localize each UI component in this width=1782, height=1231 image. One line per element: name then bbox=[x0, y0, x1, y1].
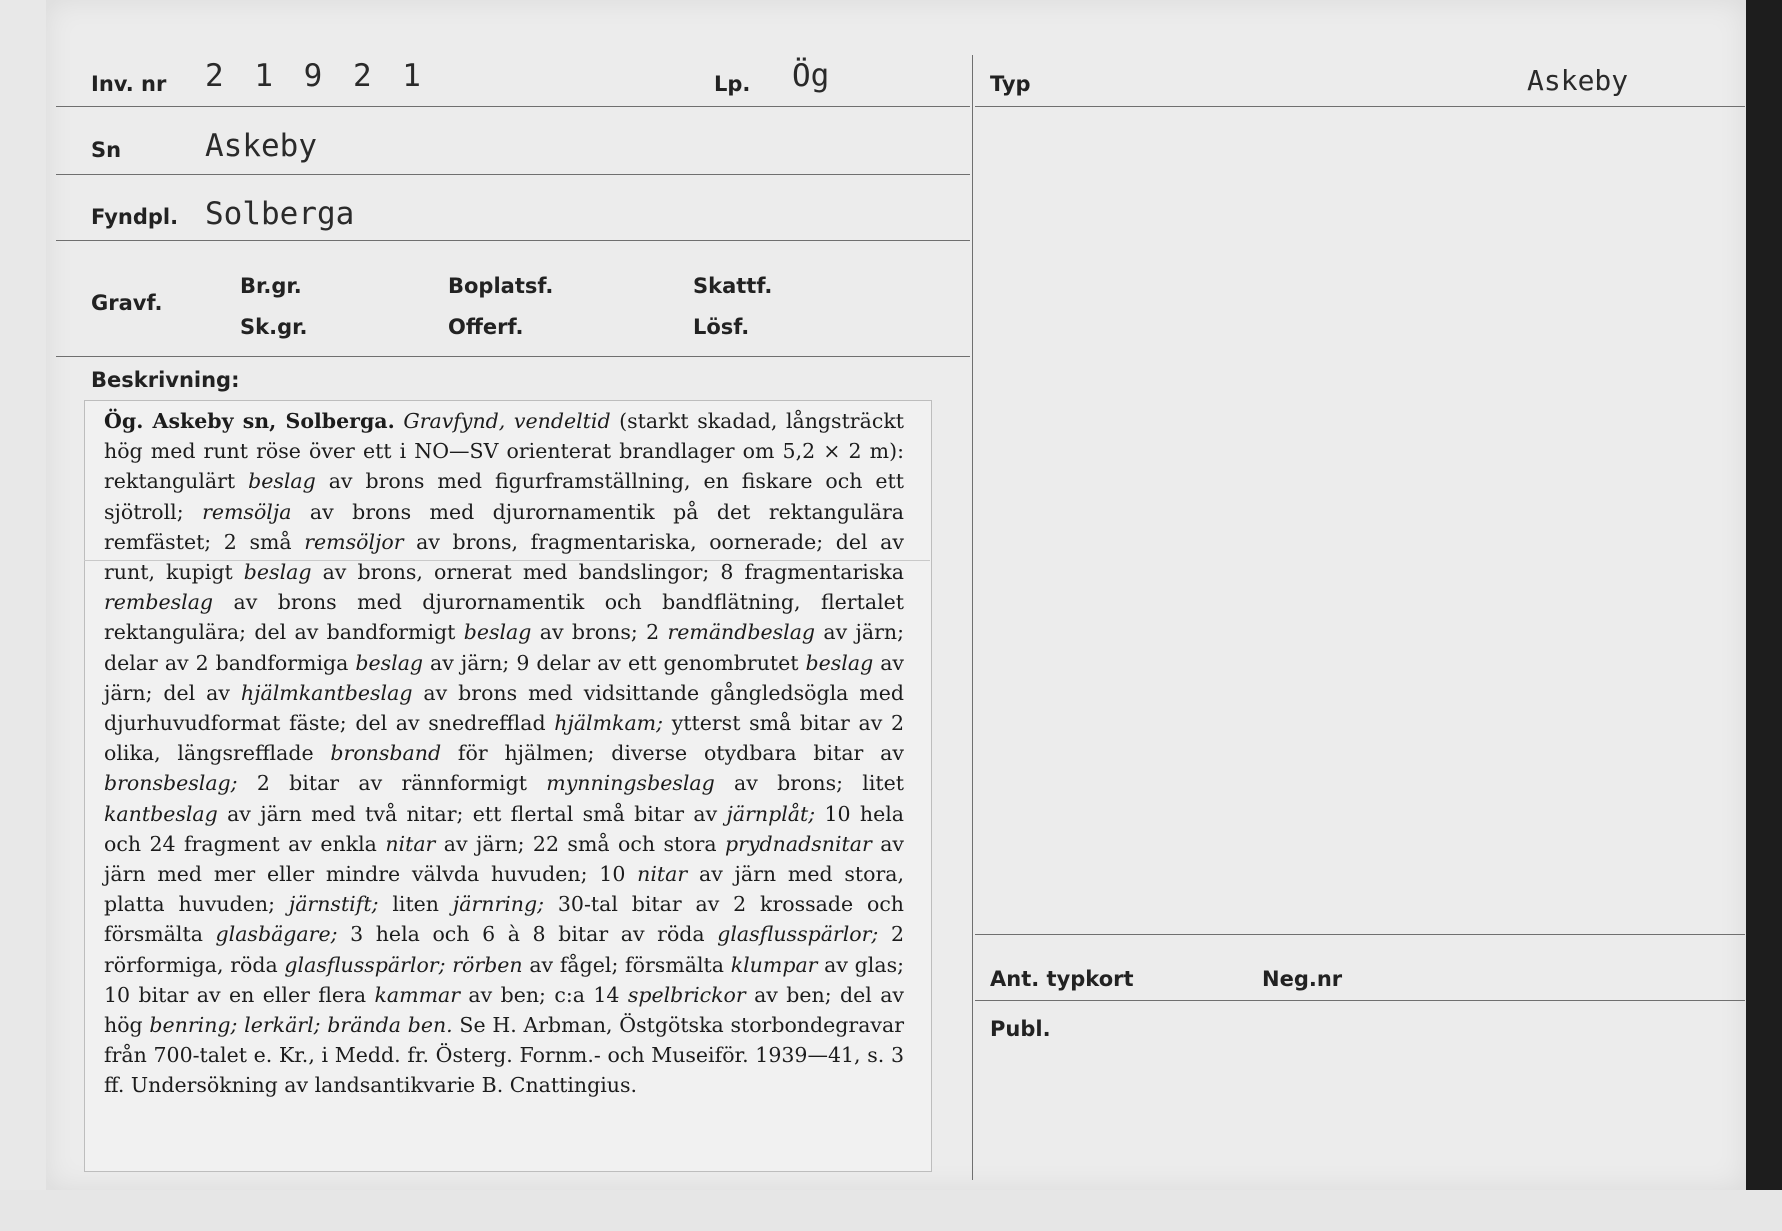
br-gr-label: Br.gr. bbox=[240, 274, 302, 298]
scan-left-margin bbox=[0, 0, 46, 1190]
publ-label: Publ. bbox=[990, 1017, 1051, 1041]
rule-row-2 bbox=[56, 174, 970, 175]
column-divider bbox=[972, 55, 973, 1180]
rule-row-1 bbox=[56, 106, 970, 107]
offerf-label: Offerf. bbox=[448, 315, 524, 339]
neg-nr-label: Neg.nr bbox=[1262, 967, 1343, 991]
scan-bottom-margin bbox=[0, 1190, 1782, 1231]
lp-value: Ög bbox=[792, 58, 830, 94]
sn-value: Askeby bbox=[205, 128, 317, 164]
losf-label: Lösf. bbox=[693, 315, 750, 339]
rule-ant-typkort bbox=[975, 934, 1745, 935]
inv-nr-label: Inv. nr bbox=[91, 72, 167, 96]
typ-value: Askeby bbox=[1527, 64, 1629, 97]
sn-label: Sn bbox=[91, 138, 122, 162]
ant-typkort-label: Ant. typkort bbox=[990, 967, 1134, 991]
fyndpl-label: Fyndpl. bbox=[91, 205, 179, 229]
lp-label: Lp. bbox=[714, 72, 751, 96]
rule-publ bbox=[975, 1000, 1745, 1001]
beskrivning-label: Beskrivning: bbox=[91, 368, 240, 392]
rule-typ bbox=[975, 106, 1745, 107]
scan-right-edge bbox=[1746, 0, 1782, 1231]
desc-heading: Ög. Askeby sn, Solberga. bbox=[104, 409, 395, 433]
rule-row-3 bbox=[56, 240, 970, 241]
gravf-label: Gravf. bbox=[91, 291, 163, 315]
boplatsf-label: Boplatsf. bbox=[448, 274, 554, 298]
sk-gr-label: Sk.gr. bbox=[240, 315, 308, 339]
description-text: Ög. Askeby sn, Solberga. Gravfynd, vendeltid (starkt skadad, långsträckt hög med runt röse över ett i NO—SV orienterat brandlager om 5,2 × 2 m): rektangulärt beslag av brons med figurframställning, en fiskare och ett sjötroll; remsölja av brons med djurornamentik på det rektangulära remfästet; 2 små remsöljor av brons, fragmentariska, oornerade; del av runt, kupigt beslag av brons, ornerat med bandslingor; 8 fragmentariska rembeslag av brons med djurornamentik och bandflätning, flertalet rektangulära; del av bandformigt beslag av brons; 2 remändbeslag av järn; delar av 2 bandformiga beslag av järn; 9 delar av ett genombrutet beslag av järn; del av hjälmkantbeslag av brons med vidsittande gångledsögla med djurhuvudformat fäste; del av snedrefflad hjälmkam; ytterst små bitar av 2 olika, längsrefflade bronsband för hjälmen; diverse otydbara bitar av bronsbeslag; 2 bitar av rännformigt mynningsbeslag av brons; litet kantbeslag av järn med två nitar; ett flertal små bitar av järnplåt; 10 hela och 24 fragment av enkla nitar av järn; 22 små och stora prydnadsnitar av järn med mer eller mindre välvda huvuden; 10 nitar av järn med stora, platta huvuden; järnstift; liten järnring; 30-tal bitar av 2 krossade och försmälta glasbägare; 3 hela och 6 à 8 bitar av röda glasflusspärlor; 2 rörformiga, röda glasflusspärlor; rörben av fågel; försmälta klumpar av glas; 10 bitar av en eller flera kammar av ben; c:a 14 spelbrickor av ben; del av hög benring; lerkärl; brända ben. Se H. Arbman, Östgötska storbondegravar från 700-talet e. Kr., i Medd. fr. Österg. Fornm.- och Museiför. 1939—41, s. 3 ff. Undersökning av landsantikvarie B. Cnattingius. bbox=[104, 409, 905, 1098]
desc-italic: Gravfynd, vendeltid bbox=[403, 409, 611, 433]
inv-nr-value: 2 1 9 2 1 bbox=[205, 58, 427, 94]
skattf-label: Skattf. bbox=[693, 274, 773, 298]
rule-row-4 bbox=[56, 356, 970, 357]
typ-label: Typ bbox=[990, 72, 1031, 96]
fyndpl-value: Solberga bbox=[205, 196, 355, 232]
